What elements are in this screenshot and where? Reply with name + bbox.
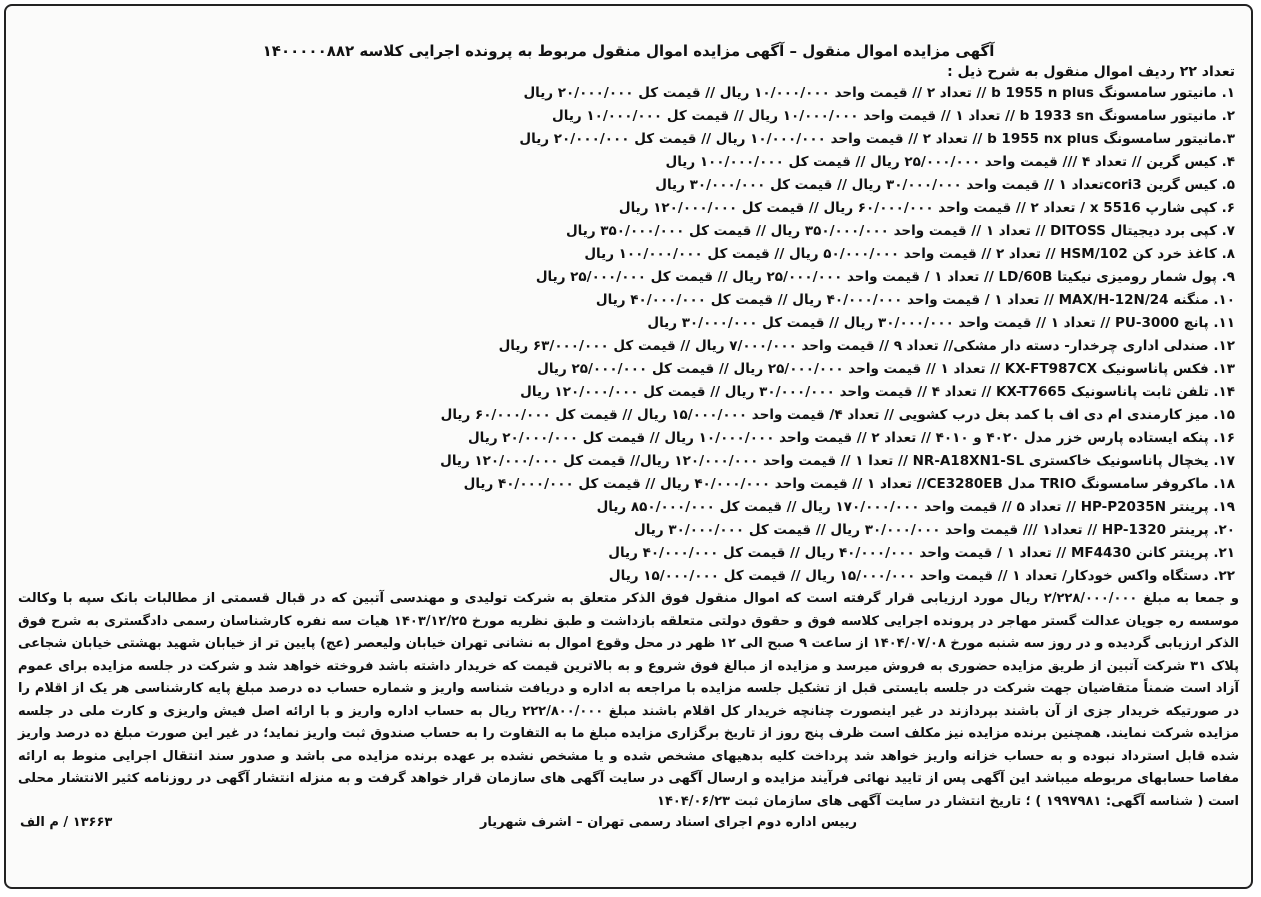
list-item: ۱۳. فکس پاناسونیک KX-FT987CX // تعداد ۱ // قیمت واحد ۲۵/۰۰۰/۰۰۰ ریال // قیمت کل ۲۵/۰۰۰/۰۰۰ ریال bbox=[537, 361, 1235, 377]
list-item: ۱۱. پانچ PU-3000 // تعداد ۱ // قیمت واحد ۳۰/۰۰۰/۰۰۰ ریال // قیمت کل ۳۰/۰۰۰/۰۰۰ ریال bbox=[647, 315, 1235, 331]
list-item: ۱۵. میز کارمندی ام دی اف با کمد بغل درب کشویی // تعداد ۴/ قیمت واحد ۱۵/۰۰۰/۰۰۰ ریال // قیمت کل ۶۰/۰۰۰/۰۰۰ ریال bbox=[440, 407, 1235, 423]
list-item: ۷. کپی برد دیجیتال DITOSS // تعداد ۱ // قیمت واحد ۳۵۰/۰۰۰/۰۰۰ ریال // قیمت کل ۳۵۰/۰۰۰/۰۰۰ ریال bbox=[565, 223, 1235, 239]
list-item: ۲۱. پرینتر کانن MF4430 // تعداد ۱ / قیمت واحد ۴۰/۰۰۰/۰۰۰ ریال // قیمت کل ۴۰/۰۰۰/۰۰۰ ریال bbox=[608, 545, 1235, 561]
notice-body: و جمعا به مبلغ ۲/۲۲۸/۰۰۰/۰۰۰ ریال مورد ارزیابی قرار گرفته است که اموال منقول فوق الذکر متعلق به شرکت تولیدی و مهندسی آتبین که در قبال قسمتی از مطالبات بانک سپه با وکالت موسسه ره جویان عدالت گستر مهاجر در پرونده اجرایی کلاسه فوق و حقوق دولتی متعلقه بازداشت و طبق نظریه مورخ ۱۴۰۳/۱۲/۲۵ هیات سه نفره کارشناسان رسمی دادگستری به شرح فوق الذکر ارزیابی گردیده و در روز سه شنبه مورخ ۱۴۰۴/۰۷/۰۸ از ساعت ۹ صبح الی ۱۲ ظهر در محل وقوع اموال به نشانی تهران خیابان ولیعصر (عج) پایین تر از خیابان شهید بهشتی خیابان شجاعی پلاک ۳۱ شرکت آتبین از طریق مزایده حضوری به فروش میرسد و مزایده از مبالغ فوق شروع و به بالاترین قیمت که خریدار داشته باشد فروخته خواهد شد و شرکت در جلسه مزایده برای عموم آزاد است ضمناً متقاضیان جهت شرکت در جلسه بایستی قبل از تشکیل جلسه مزایده با مراجعه به اداره و دریافت شناسه واریز و شماره حساب ده درصد مبلغ پایه کارشناسی هر یک از اقلام را در صورتیکه خریدار جزی از آن باشند بپردازند در غیر اینصورت چنانچه خریدار کل اقلام باشند مبلغ ۲۲۲/۸۰۰/۰۰۰ ریال به حساب اداره واریز و با ارائه اصل فیش واریزی و کارت ملی در جلسه مزایده شرکت نمایند. همچنین برنده مزایده نیز مکلف است ظرف پنج روز از تاریخ برگزاری مزایده مبلغ ما به التفاوت را به حساب صندوق ثبت واریز نماید؛ در غیر این صورت مبلغ ده درصد واریز شده قابل استرداد نبوده و به حساب خزانه واریز خواهد شد پرداخت کلیه بدهیهای مشخص شده و یا مشخص نشده بر عهده برنده مزایده می باشد و صدور سند انتقال اجرایی منوط به ارائه مفاصا حسابهای مربوطه میباشد این آگهی پس از تایید نهائی فرآیند مزایده و ارسال آگهی در سایت آگهی های سازمان قرار خواهد گرفت و به منزله انتشار آگهی در روزنامه کثیر الانتشار محلی است ( شناسه آگهی: ۱۹۹۷۹۸۱ ) ؛ تاریخ انتشار در سایت آگهی های سازمان ثبت ۱۴۰۴/۰۶/۲۳ bbox=[18, 591, 1239, 809]
list-item: ۱۲. صندلی اداری چرخدار- دسته دار مشکی// تعداد ۹ // قیمت واحد ۷/۰۰۰/۰۰۰ ریال // قیمت کل ۶۳/۰۰۰/۰۰۰ ریال bbox=[498, 338, 1235, 354]
list-item: ۱۹. پرینتر HP-P2035N // تعداد ۵ // قیمت واحد ۱۷۰/۰۰۰/۰۰۰ ریال // قیمت کل ۸۵۰/۰۰۰/۰۰۰ ریال bbox=[596, 499, 1235, 515]
list-item: ۶. کپی شارپ 5516 x / تعداد ۲ // قیمت واحد ۶۰/۰۰۰/۰۰۰ ریال // قیمت کل ۱۲۰/۰۰۰/۰۰۰ ریال bbox=[618, 200, 1235, 216]
list-item: ۱۰. منگنه MAX/H-12N/24 // تعداد ۱ / قیمت واحد ۴۰/۰۰۰/۰۰۰ ریال // قیمت کل ۴۰/۰۰۰/۰۰۰ ریال bbox=[595, 292, 1235, 308]
list-item: ۱. مانیتور سامسونگ b 1955 n plus // تعداد ۲ // قیمت واحد ۱۰/۰۰۰/۰۰۰ ریال // قیمت کل ۲۰/۰۰۰/۰۰۰ ریال bbox=[523, 85, 1235, 101]
signer-line: رییس اداره دوم اجرای اسناد رسمی تهران – اشرف شهریار bbox=[479, 815, 857, 830]
list-item: ۲۰. پرینتر HP-1320 // تعداد۱ /// قیمت واحد ۳۰/۰۰۰/۰۰۰ ریال // قیمت کل ۳۰/۰۰۰/۰۰۰ ریال bbox=[634, 522, 1235, 538]
reference-number: ۱۳۶۶۳ / م الف bbox=[20, 815, 113, 830]
list-item: ۱۷. یخچال پاناسونیک خاکستری NR-A18XN1-SL // تعدا ۱ // قیمت واحد ۱۲۰/۰۰۰/۰۰۰ ریال// قیمت کل ۱۲۰/۰۰۰/۰۰۰ ریال bbox=[440, 453, 1235, 469]
list-item: ۸. کاغذ خرد کن HSM/102 // تعداد ۲ // قیمت واحد ۵۰/۰۰۰/۰۰۰ ریال // قیمت کل ۱۰۰/۰۰۰/۰۰۰ ریال bbox=[584, 246, 1235, 262]
list-item: ۲. مانیتور سامسونگ b 1933 sn // تعداد ۱ // قیمت واحد ۱۰/۰۰۰/۰۰۰ ریال // قیمت کل ۱۰/۰۰۰/۰۰۰ ریال bbox=[552, 108, 1235, 124]
list-item: ۱۸. ماکروفر سامسونگ TRIO مدل CE3280EB// تعداد ۱ // قیمت واحد ۴۰/۰۰۰/۰۰۰ ریال // قیمت کل ۴۰/۰۰۰/۰۰۰ ریال bbox=[463, 476, 1235, 492]
notice-content bbox=[16, 16, 1241, 879]
items-list bbox=[16, 82, 1241, 588]
list-item: ۴. کیس گرین // تعداد ۴ /// قیمت واحد ۲۵/۰۰۰/۰۰۰ ریال // قیمت کل ۱۰۰/۰۰۰/۰۰۰ ریال bbox=[665, 154, 1235, 170]
notice-title: آگهی مزایده اموال منقول – آگهی مزایده اموال منقول مربوط به پرونده اجرایی کلاسه ۱۴۰۰۰۰۰۸۸۲ bbox=[262, 42, 995, 60]
list-item: ۱۴. تلفن ثابت پاناسونیک KX-T7665 // تعداد ۴ // قیمت واحد ۳۰/۰۰۰/۰۰۰ ریال // قیمت کل ۱۲۰/۰۰۰/۰۰۰ ریال bbox=[520, 384, 1235, 400]
list-item: ۳.مانیتور سامسونگ b 1955 nx plus // تعداد ۲ // قیمت واحد ۱۰/۰۰۰/۰۰۰ ریال // قیمت کل ۲۰/۰۰۰/۰۰۰ ریال bbox=[519, 131, 1235, 147]
list-item: ۱۶. پنکه ایستاده پارس خزر مدل ۴۰۲۰ و ۴۰۱۰ // تعداد ۲ // قیمت واحد ۱۰/۰۰۰/۰۰۰ ریال // قیمت کل ۲۰/۰۰۰/۰۰۰ ریال bbox=[467, 430, 1235, 446]
list-item: ۲۲. دستگاه واکس خودکار/ تعداد ۱ // قیمت واحد ۱۵/۰۰۰/۰۰۰ ریال // قیمت کل ۱۵/۰۰۰/۰۰۰ ریال bbox=[608, 568, 1235, 584]
notice-frame bbox=[4, 4, 1253, 889]
list-item: ۵. کیس گرین cori3تعداد ۱ // قیمت واحد ۳۰/۰۰۰/۰۰۰ ریال // قیمت کل ۳۰/۰۰۰/۰۰۰ ریال bbox=[655, 177, 1235, 193]
notice-intro: تعداد ۲۲ ردیف اموال منقول به شرح ذیل : bbox=[947, 64, 1235, 80]
list-item: ۹. پول شمار رومیزی نیکیتا LD/60B // تعداد ۱ / قیمت واحد ۲۵/۰۰۰/۰۰۰ ریال // قیمت کل ۲۵/۰۰۰/۰۰۰ ریال bbox=[535, 269, 1235, 285]
notice-footer bbox=[16, 813, 1241, 833]
